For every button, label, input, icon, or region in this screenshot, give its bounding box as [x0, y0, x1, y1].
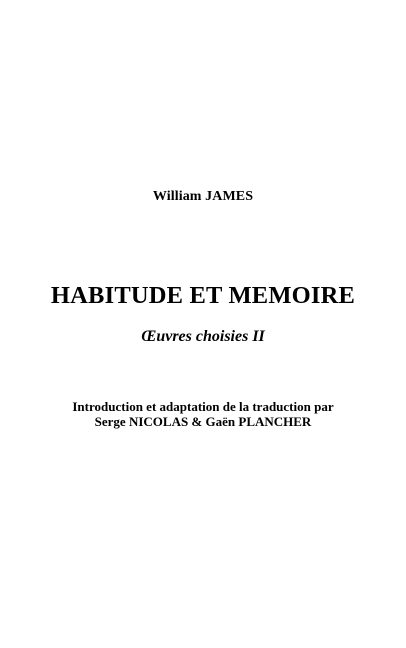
author-name: William JAMES [152, 189, 254, 204]
credit-line-translators: Serge NICOLAS & Gaën PLANCHER [94, 414, 312, 429]
credit-line-introduction: Introduction et adaptation de la traduction par [72, 399, 334, 414]
book-title: HABITUDE ET MEMOIRE [50, 282, 356, 309]
book-subtitle: Œuvres choisies II [141, 328, 265, 345]
